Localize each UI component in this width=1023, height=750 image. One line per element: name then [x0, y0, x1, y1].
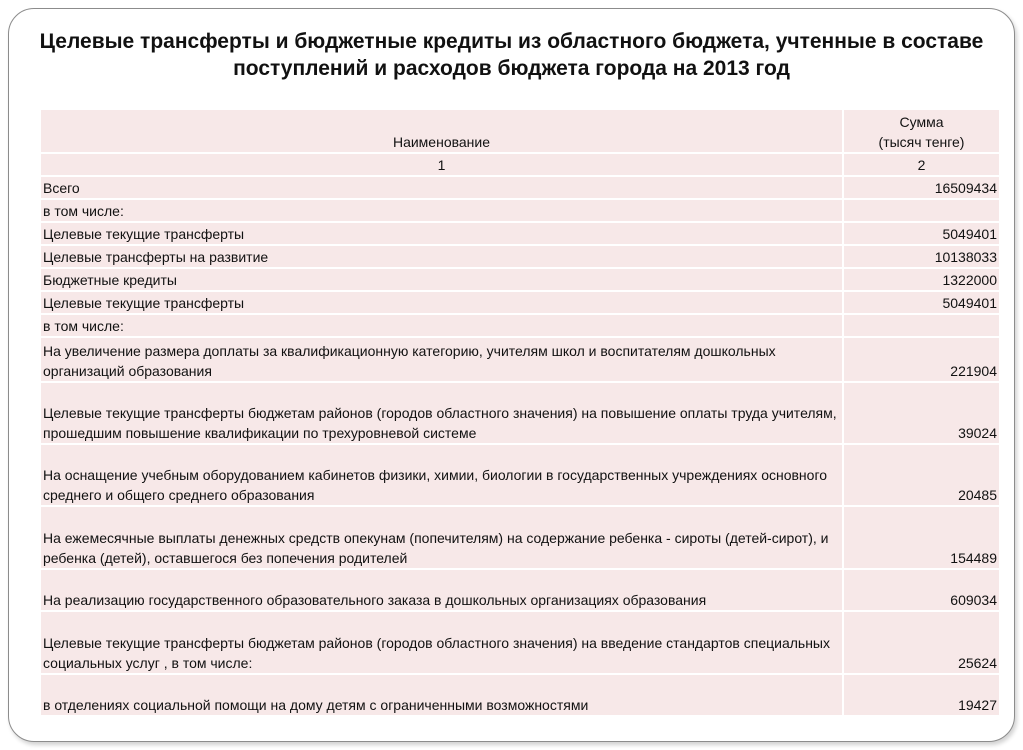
row-value: 39024 — [843, 382, 1000, 444]
row-value: 10138033 — [843, 245, 1000, 268]
numbering-col1: 1 — [40, 153, 843, 176]
row-value — [843, 199, 1000, 222]
row-name: Целевые текущие трансферты — [40, 291, 843, 314]
row-value: 1322000 — [843, 268, 1000, 291]
row-name: Бюджетные кредиты — [40, 268, 843, 291]
table-header-row — [40, 109, 1000, 153]
table-row — [40, 314, 1000, 337]
row-value: 5049401 — [843, 291, 1000, 314]
row-name: Целевые трансферты на развитие — [40, 245, 843, 268]
row-name: в том числе: — [40, 314, 843, 337]
header-amount: Сумма (тысяч тенге) — [843, 109, 1000, 153]
row-name: Целевые текущие трансферты — [40, 222, 843, 245]
row-name: в отделениях социальной помощи на дому детям с ограниченными возможностями — [40, 674, 843, 716]
row-name: На реализацию государственного образовательного заказа в дошкольных организациях образования — [40, 569, 843, 611]
budget-table — [39, 108, 1001, 717]
table-row — [40, 611, 1000, 674]
row-value: 19427 — [843, 674, 1000, 716]
row-name: Целевые текущие трансферты бюджетам районов (городов областного значения) на повышение оплаты труда учителям, прошедшим повышение квалификации по трехуровневой системе — [40, 382, 843, 444]
row-value: 5049401 — [843, 222, 1000, 245]
table-row — [40, 444, 1000, 506]
table-row — [40, 337, 1000, 382]
row-name: На увеличение размера доплаты за квалификационную категорию, учителям школ и воспитателям дошкольных организаций образования — [40, 337, 843, 382]
table-row — [40, 245, 1000, 268]
row-value: 25624 — [843, 611, 1000, 674]
row-name: На ежемесячные выплаты денежных средств опекунам (попечителям) на содержание ребенка - сироты (детей-сирот), и ребенка (детей), оставшегося без попечения родителей — [40, 506, 843, 569]
page-title: Целевые трансферты и бюджетные кредиты из областного бюджета, учтенные в составе поступлений и расходов бюджета города на 2013 год — [39, 30, 984, 80]
table-row — [40, 506, 1000, 569]
table-row — [40, 222, 1000, 245]
row-name: Всего — [40, 176, 843, 199]
row-name: На оснащение учебным оборудованием кабинетов физики, химии, биологии в государственных учреждениях основного среднего и общего среднего образования — [40, 444, 843, 506]
row-name: в том числе: — [40, 199, 843, 222]
header-name: Наименование — [40, 109, 843, 153]
row-value: 221904 — [843, 337, 1000, 382]
table-row — [40, 268, 1000, 291]
numbering-col2: 2 — [843, 153, 1000, 176]
table-row — [40, 291, 1000, 314]
table-row — [40, 199, 1000, 222]
row-value — [843, 314, 1000, 337]
table-row — [40, 674, 1000, 716]
table-row — [40, 382, 1000, 444]
table-row — [40, 176, 1000, 199]
row-value: 154489 — [843, 506, 1000, 569]
row-value: 20485 — [843, 444, 1000, 506]
row-value: 16509434 — [843, 176, 1000, 199]
row-value: 609034 — [843, 569, 1000, 611]
table-row — [40, 569, 1000, 611]
table-numbering-row — [40, 153, 1000, 176]
row-name: Целевые текущие трансферты бюджетам районов (городов областного значения) на введение стандартов специальных социальных услуг , в том числе: — [40, 611, 843, 674]
